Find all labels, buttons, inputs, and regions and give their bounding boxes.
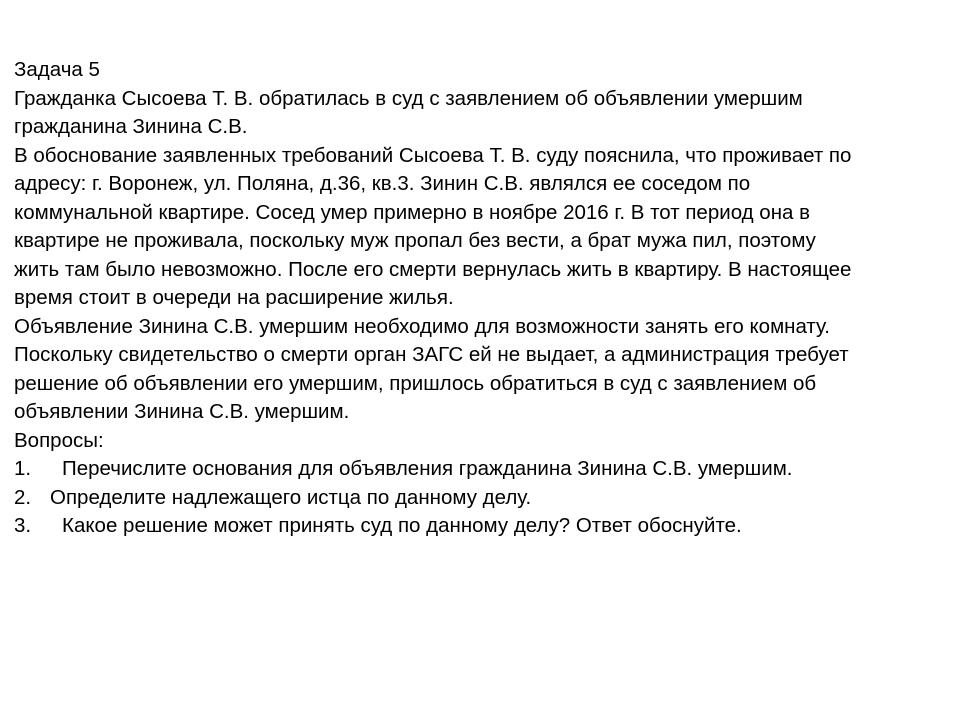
question-item-2: [14, 484, 944, 513]
paragraph-2-line-4: квартире не проживала, поскольку муж пропал без вести, а брат мужа пил, поэтому: [14, 229, 816, 252]
paragraph-3-line-1: Объявление Зинина С.В. умершим необходимо для возможности занять его комнату.: [14, 314, 830, 338]
paragraph-1-line-1: Гражданка Сысоева Т. В. обратилась в суд с заявлением об объявлении умершим: [14, 86, 803, 110]
paragraph-1-line-2: гражданина Зинина С.В.: [14, 115, 248, 138]
question-text: Определите надлежащего истца по данному делу.: [50, 485, 532, 509]
paragraph-2-line-6: время стоит в очереди на расширение жилья.: [14, 286, 454, 309]
questions-heading: Вопросы:: [14, 428, 104, 452]
paragraph-3-line-3: решение об объявлении его умершим, пришлось обратиться в суд с заявлением об: [14, 371, 817, 395]
paragraph-2-line-3: коммунальной квартире. Сосед умер примерно в ноябре 2016 г. В тот период она в: [14, 200, 811, 224]
slide-text: [14, 56, 944, 541]
paragraph-3-line-2: Поскольку свидетельство о смерти орган ЗАГС ей не выдает, а администрация требует: [14, 343, 849, 366]
question-item-3: [14, 512, 944, 541]
question-text: Какое решение может принять суд по данному делу? Ответ обоснуйте.: [62, 514, 742, 537]
paragraph-3-line-4: объявлении Зинина С.В. умершим.: [14, 400, 350, 423]
paragraph-2-line-5: жить там было невозможно. После его смерти вернулась жить в квартиру. В настоящее: [14, 257, 852, 281]
question-number: 1.: [14, 457, 32, 480]
question-number: 3.: [14, 514, 32, 537]
paragraph-2-line-2: адресу: г. Воронеж, ул. Поляна, д.36, кв.3. Зинин С.В. являлся ее соседом по: [14, 172, 751, 195]
question-item-1: [14, 455, 944, 484]
question-text: Перечислите основания для объявления гражданина Зинина С.В. умершим.: [62, 457, 793, 480]
task-title: Задача 5: [14, 58, 100, 81]
paragraph-2-line-1: В обоснование заявленных требований Сысоева Т. В. суду пояснила, что проживает по: [14, 143, 852, 167]
question-number: 2.: [14, 485, 32, 509]
